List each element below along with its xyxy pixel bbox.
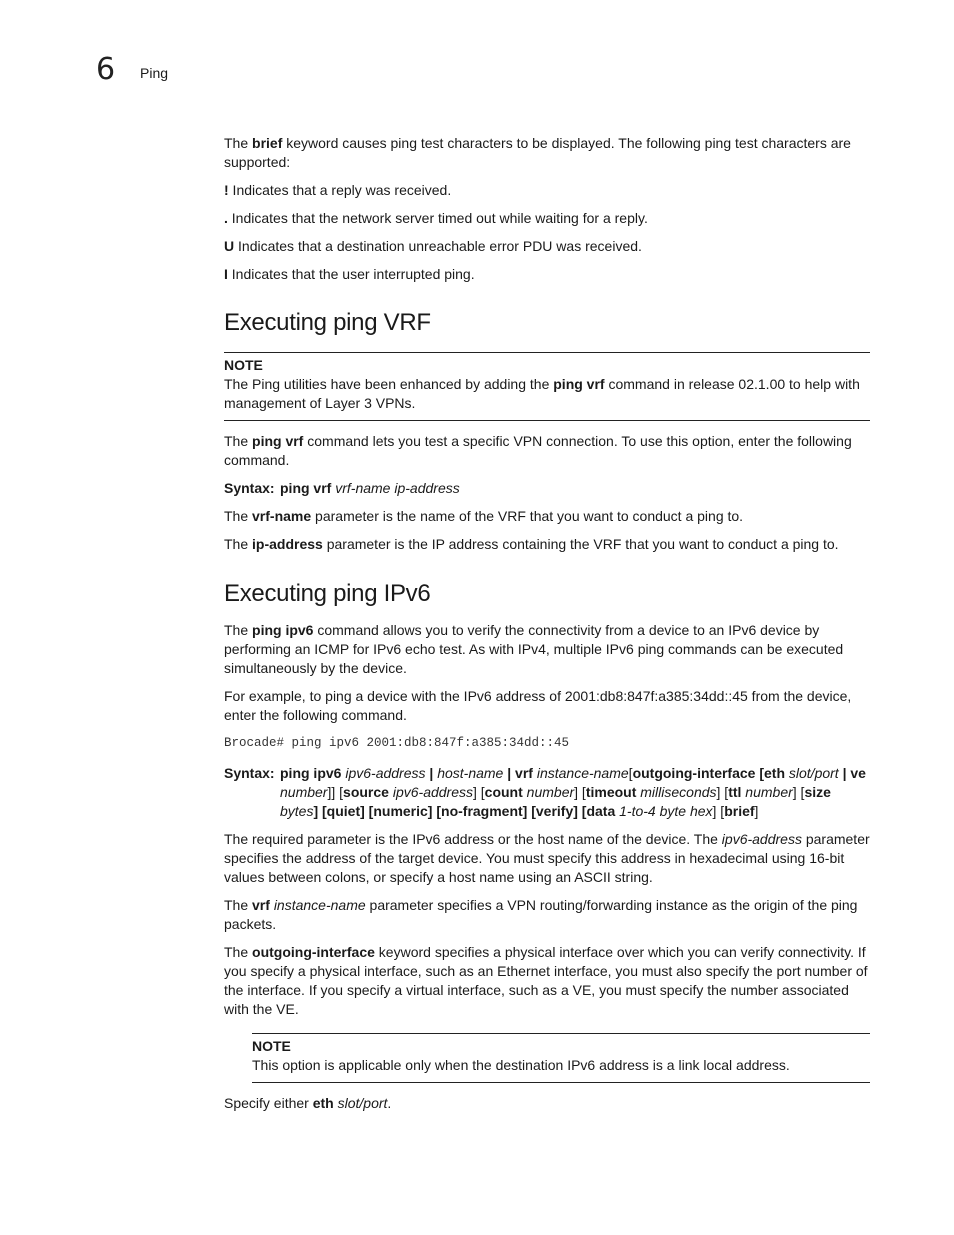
ping-char-item: I Indicates that the user interrupted ping. (224, 266, 475, 282)
note-box-vrf (224, 352, 870, 421)
ping-char-item: U Indicates that a destination unreachable error PDU was received. (224, 238, 642, 254)
outgoing-interface-paragraph: The outgoing-interface keyword specifies a physical interface over which you can verify connectivity. If you specify a physical interface, such as an Ethernet interface, you must also specify the port number of the interface. If you specify a virtual interface, such as a VE, you must specify the number associated with the VE. (224, 944, 868, 1017)
section-heading-vrf: Executing ping VRF (224, 309, 431, 336)
section-heading-ipv6: Executing ping IPv6 (224, 580, 431, 607)
syntax-body: ping ipv6 ipv6-address | host-name | vrf instance-name[outgoing-interface [eth slot/port | ve number]] [source ipv6-address] [count number] [timeout milliseconds] [ttl number] [size bytes] [quiet] [numeric] [no-fragment] [verify] [data 1-to-4 byte hex] [brief] (280, 765, 866, 819)
brief-intro-paragraph: The brief keyword causes ping test characters to be displayed. The following ping test characters are supported: (224, 135, 851, 170)
chapter-number: 6 (96, 52, 116, 87)
note-box-ipv6 (252, 1033, 870, 1083)
ping-char-item: ! Indicates that a reply was received. (224, 182, 452, 198)
note-text: The Ping utilities have been enhanced by adding the ping vrf command in release 02.1.00 to help with management of Layer 3 VPNs. (224, 376, 860, 411)
required-param-paragraph: The required parameter is the IPv6 address or the host name of the device. The ipv6-address parameter specifies the address of the target device. You must specify this address in hexadecimal using 16-bit values between colons, or specify a host name using an ASCII string. (224, 831, 870, 885)
note-label: NOTE (224, 357, 263, 373)
specify-either-paragraph: Specify either eth slot/port. (224, 1095, 392, 1111)
chapter-title: Ping (140, 65, 169, 81)
note-label: NOTE (252, 1038, 291, 1054)
syntax-label: Syntax: (224, 480, 275, 496)
ipv6-syntax (224, 764, 870, 821)
page-content (224, 134, 870, 1122)
ipv6-intro-paragraph: The ping ipv6 command allows you to verify the connectivity from a device to an IPv6 device by performing an ICMP for IPv6 echo test. As with IPv4, multiple IPv6 ping commands can be executed simultaneously by the device. (224, 622, 844, 676)
syntax-label: Syntax: (224, 765, 275, 781)
vrf-name-paragraph: The vrf-name parameter is the name of the VRF that you want to conduct a ping to. (224, 508, 744, 524)
ipv6-example-intro: For example, to ping a device with the IPv6 address of 2001:db8:847f:a385:34dd::45 from the device, enter the following command. (224, 688, 852, 723)
vrf-paragraph: The ping vrf command lets you test a specific VPN connection. To use this option, enter the following command. (224, 433, 852, 468)
ping-char-item: . Indicates that the network server timed out while waiting for a reply. (224, 210, 648, 226)
vrf-instance-paragraph: The vrf instance-name parameter specifies a VPN routing/forwarding instance as the origin of the ping packets. (224, 897, 858, 932)
ip-address-paragraph: The ip-address parameter is the IP address containing the VRF that you want to conduct a ping to. (224, 536, 839, 552)
note-text: This option is applicable only when the destination IPv6 address is a link local address. (252, 1057, 790, 1073)
example-command: Brocade# ping ipv6 2001:db8:847f:a385:34dd::45 (224, 736, 570, 750)
vrf-syntax: Syntax: ping vrf vrf-name ip-address (224, 480, 460, 496)
brief-keyword: brief (252, 135, 283, 151)
